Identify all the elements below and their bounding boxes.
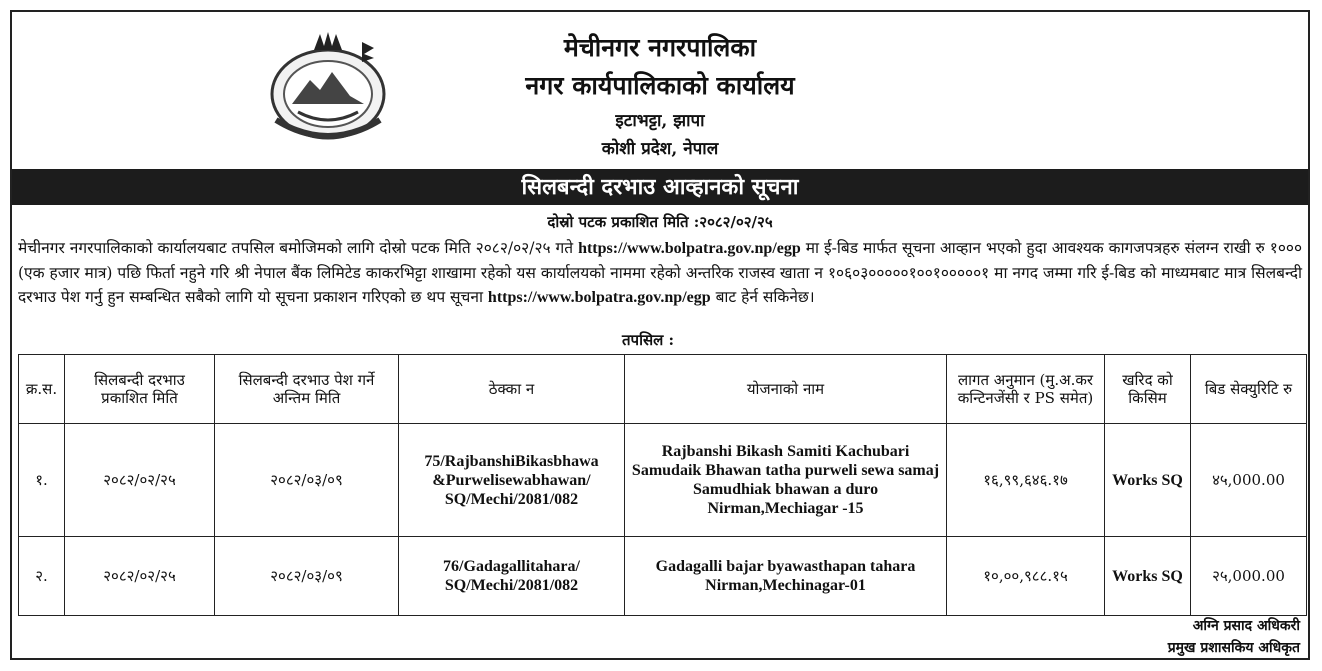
cell-bid-security: २५,000.00 [1191, 537, 1307, 616]
header-sn: क्र.स. [19, 355, 65, 424]
province-name: कोशी प्रदेश, नेपाल [601, 139, 719, 159]
cell-project-name: Gadagalli bajar byawasthapan tahara Nirman,Mechinagar-01 [625, 537, 947, 616]
table-row [19, 537, 1307, 616]
signatory-title: प्रमुख प्रशासकिय अधिकृत [1167, 640, 1300, 656]
body-text-1: मेचीनगर नगरपालिकाको कार्यालयबाट तपसिल बमोजिमको लागि दोस्रो पटक मिति २०८२/०२/२५ गते [18, 239, 579, 257]
tender-table [18, 354, 1307, 616]
header-procurement-type: खरिद को किसिम [1105, 355, 1191, 424]
org-name: मेचीनगर नगरपालिका [563, 33, 757, 62]
cell-published-date: २०८२/०२/२५ [65, 537, 215, 616]
bolpatra-link-2[interactable]: https://www.bolpatra.gov.np/egp [487, 289, 711, 306]
cell-published-date: २०८२/०२/२५ [65, 424, 215, 537]
notice-title: सिलबन्दी दरभाउ आव्हानको सूचना [12, 169, 1308, 205]
header-published-date: सिलबन्दी दरभाउ प्रकाशित मिति [65, 355, 215, 424]
header-cost-estimate: लागत अनुमान (मु.अ.कर कन्टिनजेंसी र PS समेत) [947, 355, 1105, 424]
notice-page [10, 10, 1310, 660]
office-address: इटाभट्टा, झापा [615, 111, 705, 131]
body-text-2: मा ई-बिड मार्फत सूचना आव्हान भएको हुदा आवश्यक कागजपत्रहरु संलग्न राखी रु १००० (एक हजार मात्र) पछि फिर्ता नहुने गरि श्री नेपाल बैंक लिमिटेड काकरभिट्टा शाखामा रहेको यस कार्यालयको नाममा रहेको अन्तरिक राजस्व खाता न १०६०३०००००१००१०००००१ मा नगद जम्मा गरि ई-बिड को माध्यमबाट मात्र सिलबन्दी दरभाउ पेश गर्नु हुन सम्बन्धित सबैको लागि यो सूचना प्रकाशन गरिएको छ थप सूचना [18, 239, 1303, 306]
header-bid-security: बिड सेक्युरिटि रु [1191, 355, 1307, 424]
header-contract-no: ठेक्का न [399, 355, 625, 424]
cell-bid-security: ४५,000.00 [1191, 424, 1307, 537]
publish-date: दोस्रो पटक प्रकाशित मिति :२०८२/०२/२५ [547, 213, 773, 231]
signatory-name: अग्नि प्रसाद अधिकरी [1192, 618, 1300, 634]
notice-body [18, 236, 1302, 310]
header-project-name: योजनाको नाम [625, 355, 947, 424]
cell-cost-estimate: १०,००,९८८.१५ [947, 537, 1105, 616]
cell-procurement-type: Works SQ [1105, 424, 1191, 537]
table-header-row [19, 355, 1307, 424]
cell-project-name: Rajbanshi Bikash Samiti Kachubari Samudaik Bhawan tatha purweli sewa samaj Samudhiak bhawan a duro Nirman,Mechiagar -15 [625, 424, 947, 537]
bolpatra-link[interactable]: https://www.bolpatra.gov.np/egp [578, 240, 801, 257]
office-name: नगर कार्यपालिकाको कार्यालय [525, 71, 795, 100]
cell-deadline: २०८२/०३/०९ [215, 424, 399, 537]
cell-sn: २. [19, 537, 65, 616]
schedule-label: तपसिल : [622, 331, 675, 349]
cell-procurement-type: Works SQ [1105, 537, 1191, 616]
table-row [19, 424, 1307, 537]
cell-deadline: २०८२/०३/०९ [215, 537, 399, 616]
cell-cost-estimate: १६,९९,६४६.१७ [947, 424, 1105, 537]
cell-contract-no: 75/RajbanshiBikasbhawa &Purwelisewabhawan/ SQ/Mechi/2081/082 [399, 424, 625, 537]
body-text-3: बाट हेर्न सकिनेछ। [710, 288, 815, 306]
header-deadline: सिलबन्दी दरभाउ पेश गर्ने अन्तिम मिति [215, 355, 399, 424]
cell-sn: १. [19, 424, 65, 537]
cell-contract-no: 76/Gadagallitahara/ SQ/Mechi/2081/082 [399, 537, 625, 616]
